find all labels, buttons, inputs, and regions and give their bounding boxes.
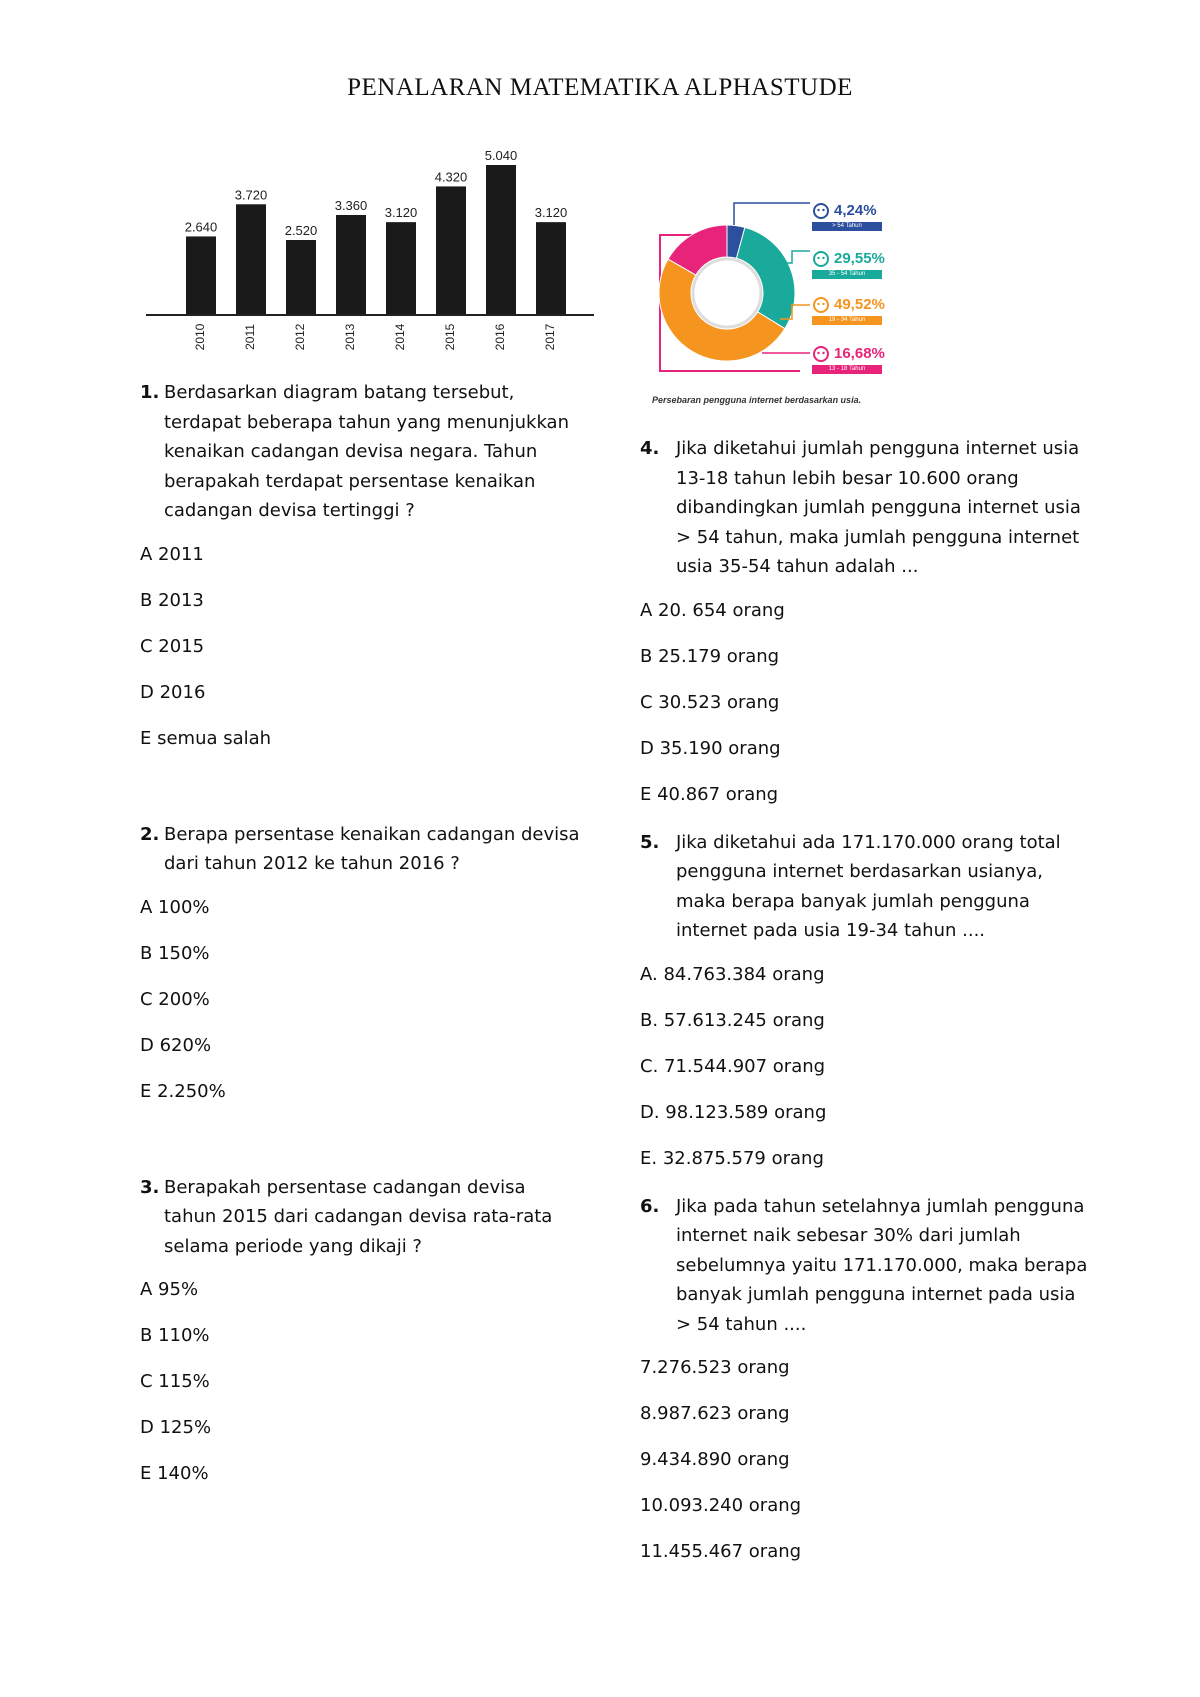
- face-icon: [812, 250, 830, 268]
- answer-option[interactable]: E semua salah: [140, 727, 272, 749]
- answer-option[interactable]: D 2016: [140, 681, 206, 703]
- question-text: Berapa persentase kenaikan cadangan devisa dari tahun 2012 ke tahun 2016 ?: [164, 823, 580, 874]
- legend-group: 35 - 54 Tahun: [812, 270, 882, 279]
- answer-option[interactable]: D 125%: [140, 1417, 212, 1438]
- question-number: 5.: [640, 831, 660, 853]
- bar: [286, 240, 316, 315]
- question-text: Jika pada tahun setelahnya jumlah pengguna internet naik sebesar 30% dari jumlah sebelumnya yaitu 171.170.000, maka berapa banyak jumlah pengguna internet pada usia > 54 tahun ....: [676, 1195, 1088, 1335]
- x-tick-label: 2014: [393, 323, 408, 351]
- answer-option[interactable]: B 110%: [140, 1325, 210, 1346]
- question-text: Jika diketahui jumlah pengguna internet usia 13-18 tahun lebih besar 10.600 orang dibandingkan jumlah pengguna internet usia > 54 tahun, maka jumlah pengguna internet usia 35-54 tahun adalah ...: [676, 438, 1081, 577]
- answer-option[interactable]: C 200%: [140, 988, 210, 1010]
- page-title: PENALARAN MATEMATIKA ALPHASTUDE: [347, 74, 853, 101]
- bar-value-label: 2.640: [184, 219, 218, 235]
- bar: [186, 236, 216, 315]
- answer-option[interactable]: E. 32.875.579 orang: [640, 1147, 824, 1169]
- question-text: Berapakah persentase cadangan devisa tahun 2015 dari cadangan devisa rata-rata selama periode yang dikaji ?: [164, 1176, 553, 1257]
- legend-percent: 29,55%: [834, 250, 885, 267]
- bar: [386, 222, 416, 315]
- answer-option[interactable]: C 2015: [140, 635, 205, 657]
- answer-option[interactable]: E 40.867 orang: [640, 783, 779, 805]
- answer-option[interactable]: C. 71.544.907 orang: [640, 1055, 826, 1077]
- question-number: 4.: [640, 438, 660, 459]
- question-5: [640, 828, 1090, 1170]
- bar-value-label: 3.720: [234, 187, 268, 203]
- answer-options: [140, 897, 580, 1103]
- x-tick-label: 2013: [343, 323, 358, 351]
- answer-option[interactable]: A 95%: [140, 1279, 199, 1300]
- question-3: [140, 1173, 580, 1486]
- question-1: [140, 378, 580, 750]
- answer-options: [140, 544, 580, 750]
- question-6: [640, 1192, 1090, 1564]
- x-tick-label: 2012: [293, 323, 308, 351]
- answer-option[interactable]: E 2.250%: [140, 1080, 226, 1102]
- legend-group: 19 - 34 Tahun: [812, 316, 882, 325]
- bar-value-label: 4.320: [434, 169, 468, 185]
- answer-option[interactable]: B 25.179 orang: [640, 645, 780, 667]
- legend-group: 13 - 18 Tahun: [812, 365, 882, 374]
- answer-option[interactable]: A 100%: [140, 896, 210, 918]
- answer-options: [140, 1279, 580, 1485]
- question-4: [640, 434, 1090, 806]
- question-2: [140, 820, 580, 1103]
- left-column: [140, 378, 580, 1485]
- answer-option[interactable]: C 115%: [140, 1371, 210, 1392]
- bar: [486, 165, 516, 315]
- answer-option[interactable]: 9.434.890 orang: [640, 1449, 790, 1470]
- answer-option[interactable]: 10.093.240 orang: [640, 1495, 802, 1516]
- answer-option[interactable]: A 2011: [140, 543, 204, 565]
- bar: [236, 204, 266, 315]
- bar: [336, 215, 366, 315]
- x-tick-label: 2011: [243, 324, 258, 350]
- answer-option[interactable]: D. 98.123.589 orang: [640, 1101, 827, 1123]
- donut-hole: [693, 259, 761, 327]
- bar-value-label: 3.360: [334, 198, 368, 213]
- answer-option[interactable]: B. 57.613.245 orang: [640, 1009, 825, 1031]
- bar: [436, 186, 466, 315]
- bar-value-label: 3.120: [384, 205, 418, 221]
- question-number: 3.: [140, 1176, 160, 1198]
- bar-chart: [146, 145, 596, 355]
- x-tick-label: 2010: [193, 323, 208, 351]
- answer-option[interactable]: C 30.523 orang: [640, 691, 780, 713]
- answer-options: [640, 964, 1090, 1170]
- question-text: Berdasarkan diagram batang tersebut, terdapat beberapa tahun yang menunjukkan kenaikan cadangan devisa negara. Tahun berapakah terdapat persentase kenaikan cadangan devisa tertinggi ?: [164, 382, 569, 521]
- question-text: Jika diketahui ada 171.170.000 orang total pengguna internet berdasarkan usianya, maka berapa banyak jumlah pengguna internet pada usia 19-34 tahun ....: [676, 831, 1061, 941]
- right-column: [640, 434, 1090, 1563]
- answer-option[interactable]: B 2013: [140, 589, 204, 611]
- bar-value-label: 5.040: [484, 148, 518, 163]
- bar: [536, 222, 566, 315]
- question-number: 6.: [640, 1195, 660, 1217]
- donut-chart: [652, 193, 897, 408]
- legend-percent: 4,24%: [834, 202, 877, 219]
- answer-option[interactable]: 11.455.467 orang: [640, 1541, 802, 1562]
- answer-options: [640, 600, 1090, 806]
- bar-value-label: 2.520: [284, 223, 318, 238]
- x-tick-label: 2015: [443, 323, 458, 351]
- legend-percent: 49,52%: [834, 296, 885, 313]
- answer-option[interactable]: B 150%: [140, 942, 210, 964]
- legend-percent: 16,68%: [834, 345, 885, 362]
- answer-option[interactable]: 8.987.623 orang: [640, 1403, 790, 1424]
- answer-option[interactable]: E 140%: [140, 1463, 209, 1484]
- answer-option[interactable]: 7.276.523 orang: [640, 1357, 790, 1378]
- answer-option[interactable]: D 620%: [140, 1034, 212, 1056]
- face-icon: [812, 345, 830, 363]
- question-number: 1.: [140, 382, 160, 403]
- face-icon: [812, 296, 830, 314]
- answer-option[interactable]: D 35.190 orang: [640, 737, 781, 759]
- x-tick-label: 2016: [493, 323, 508, 351]
- leader-line: [734, 203, 810, 225]
- answer-option[interactable]: A. 84.763.384 orang: [640, 963, 825, 985]
- chart-caption: Persebaran pengguna internet berdasarkan usia.: [652, 395, 862, 405]
- answer-options: [640, 1357, 1090, 1563]
- answer-option[interactable]: A 20. 654 orang: [640, 599, 785, 621]
- face-icon: [812, 202, 830, 220]
- bar-value-label: 3.120: [534, 205, 568, 221]
- legend-group: > 54 Tahun: [812, 222, 882, 231]
- question-number: 2.: [140, 823, 160, 845]
- x-tick-label: 2017: [543, 323, 558, 351]
